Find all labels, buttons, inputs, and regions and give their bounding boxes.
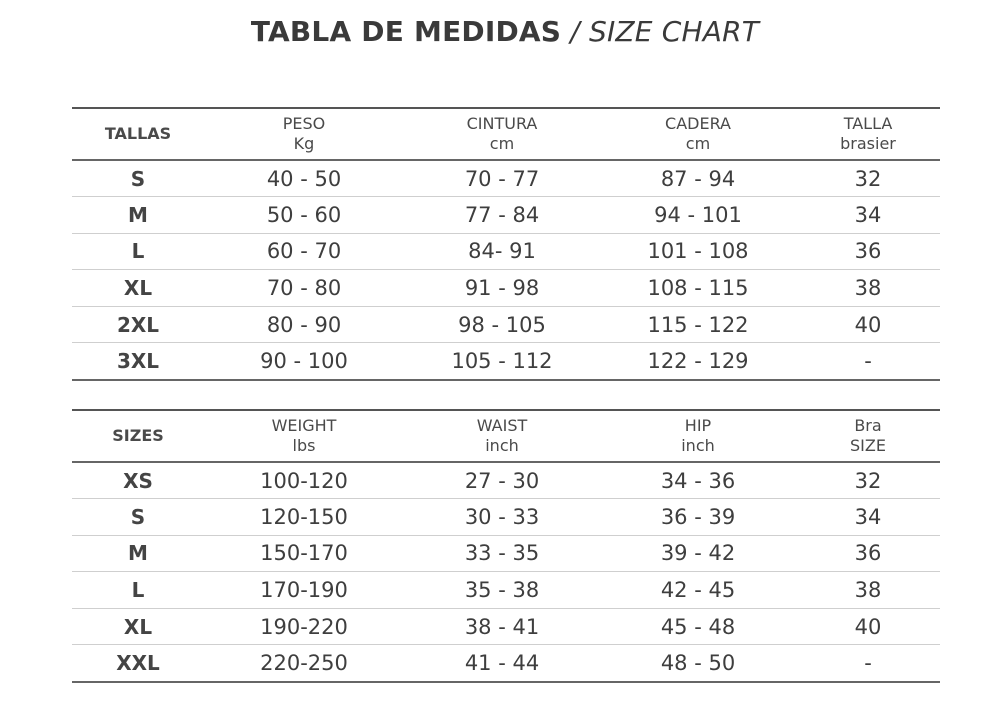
header-label: TALLA xyxy=(843,114,893,133)
bra-cell: 32 xyxy=(854,166,882,191)
size-table-imperial xyxy=(72,409,940,683)
header-cell xyxy=(204,410,404,462)
bra-cell: 38 xyxy=(854,578,882,603)
header-label: SIZES xyxy=(112,426,164,445)
header-cell xyxy=(72,410,204,462)
waist-cell: 27 - 30 xyxy=(464,468,540,493)
weight-cell: 220-250 xyxy=(260,651,348,676)
hip-cell: 42 - 45 xyxy=(660,578,736,603)
header-label: PESO xyxy=(282,114,326,133)
size-cell: S xyxy=(130,166,146,191)
header-cell xyxy=(404,410,600,462)
table-row xyxy=(72,535,940,572)
header-label: CADERA xyxy=(665,114,731,133)
header-cell xyxy=(796,410,940,462)
title-en: SIZE CHART xyxy=(588,15,760,48)
bra-cell: 36 xyxy=(854,541,882,566)
bra-cell: 32 xyxy=(854,468,882,493)
hip-cell: 108 - 115 xyxy=(647,276,749,301)
waist-cell: 38 - 41 xyxy=(464,614,540,639)
bra-cell: - xyxy=(864,349,872,374)
header-unit: cm xyxy=(489,134,515,153)
hip-cell: 87 - 94 xyxy=(660,166,736,191)
bra-cell: 40 xyxy=(854,312,882,337)
size-cell: L xyxy=(131,239,145,264)
table-row xyxy=(72,306,940,343)
table-row xyxy=(72,270,940,307)
bra-cell: 40 xyxy=(854,614,882,639)
table-header-row xyxy=(72,410,940,462)
weight-cell: 150-170 xyxy=(260,541,348,566)
header-unit: inch xyxy=(681,436,715,455)
bra-cell: 36 xyxy=(854,239,882,264)
bra-cell: 34 xyxy=(854,202,882,227)
table-row xyxy=(72,572,940,609)
header-label: WEIGHT xyxy=(271,416,337,435)
header-label: WAIST xyxy=(476,416,528,435)
size-cell: XXL xyxy=(116,651,160,676)
header-unit: inch xyxy=(485,436,519,455)
header-unit: lbs xyxy=(292,436,316,455)
hip-cell: 39 - 42 xyxy=(660,541,736,566)
waist-cell: 98 - 105 xyxy=(458,312,546,337)
table-row xyxy=(72,499,940,536)
hip-cell: 122 - 129 xyxy=(647,349,749,374)
size-cell: L xyxy=(131,578,145,603)
waist-cell: 33 - 35 xyxy=(464,541,540,566)
header-label: Bra xyxy=(854,416,882,435)
size-cell: XL xyxy=(123,614,153,639)
weight-cell: 60 - 70 xyxy=(266,239,342,264)
waist-cell: 41 - 44 xyxy=(464,651,540,676)
size-cell: M xyxy=(128,541,148,566)
table-row xyxy=(72,233,940,270)
table-row xyxy=(72,160,940,197)
title-es: TABLA DE MEDIDAS xyxy=(250,15,562,48)
header-cell xyxy=(404,108,600,160)
header-cell xyxy=(204,108,404,160)
hip-cell: 36 - 39 xyxy=(660,504,736,529)
weight-cell: 70 - 80 xyxy=(266,276,342,301)
table-row xyxy=(72,343,940,380)
header-cell xyxy=(600,410,796,462)
hip-cell: 45 - 48 xyxy=(660,614,736,639)
header-label: TALLAS xyxy=(104,124,172,143)
weight-cell: 100-120 xyxy=(260,468,348,493)
header-label: CINTURA xyxy=(466,114,538,133)
table-row xyxy=(72,197,940,234)
weight-cell: 190-220 xyxy=(260,614,348,639)
bra-cell: 34 xyxy=(854,504,882,529)
weight-cell: 90 - 100 xyxy=(260,349,348,374)
header-unit: brasier xyxy=(840,134,896,153)
hip-cell: 94 - 101 xyxy=(654,202,742,227)
hip-cell: 101 - 108 xyxy=(647,239,749,264)
hip-cell: 115 - 122 xyxy=(647,312,749,337)
waist-cell: 70 - 77 xyxy=(464,166,540,191)
hip-cell: 34 - 36 xyxy=(660,468,736,493)
header-cell xyxy=(600,108,796,160)
hip-cell: 48 - 50 xyxy=(660,651,736,676)
table-row xyxy=(72,645,940,682)
weight-cell: 170-190 xyxy=(260,578,348,603)
page-title xyxy=(0,14,1000,50)
size-cell: XL xyxy=(123,276,153,301)
bra-cell: - xyxy=(864,651,872,676)
header-cell xyxy=(796,108,940,160)
table-header-row xyxy=(72,108,940,160)
weight-cell: 50 - 60 xyxy=(266,202,342,227)
header-label: HIP xyxy=(684,416,712,435)
table-row xyxy=(72,608,940,645)
weight-cell: 40 - 50 xyxy=(266,166,342,191)
size-cell: XS xyxy=(123,468,153,493)
header-unit: cm xyxy=(685,134,711,153)
weight-cell: 120-150 xyxy=(260,504,348,529)
size-cell: 3XL xyxy=(116,349,160,374)
weight-cell: 80 - 90 xyxy=(266,312,342,337)
size-cell: S xyxy=(130,504,146,529)
waist-cell: 91 - 98 xyxy=(464,276,540,301)
header-unit: Kg xyxy=(293,134,315,153)
waist-cell: 105 - 112 xyxy=(451,349,553,374)
header-cell xyxy=(72,108,204,160)
waist-cell: 35 - 38 xyxy=(464,578,540,603)
table-row xyxy=(72,462,940,499)
title-separator: / xyxy=(561,15,589,48)
size-cell: M xyxy=(128,202,148,227)
waist-cell: 84- 91 xyxy=(468,239,536,264)
size-cell: 2XL xyxy=(116,312,160,337)
waist-cell: 77 - 84 xyxy=(464,202,540,227)
size-table-metric xyxy=(72,107,940,381)
bra-cell: 38 xyxy=(854,276,882,301)
header-unit: SIZE xyxy=(850,436,886,455)
waist-cell: 30 - 33 xyxy=(464,504,540,529)
